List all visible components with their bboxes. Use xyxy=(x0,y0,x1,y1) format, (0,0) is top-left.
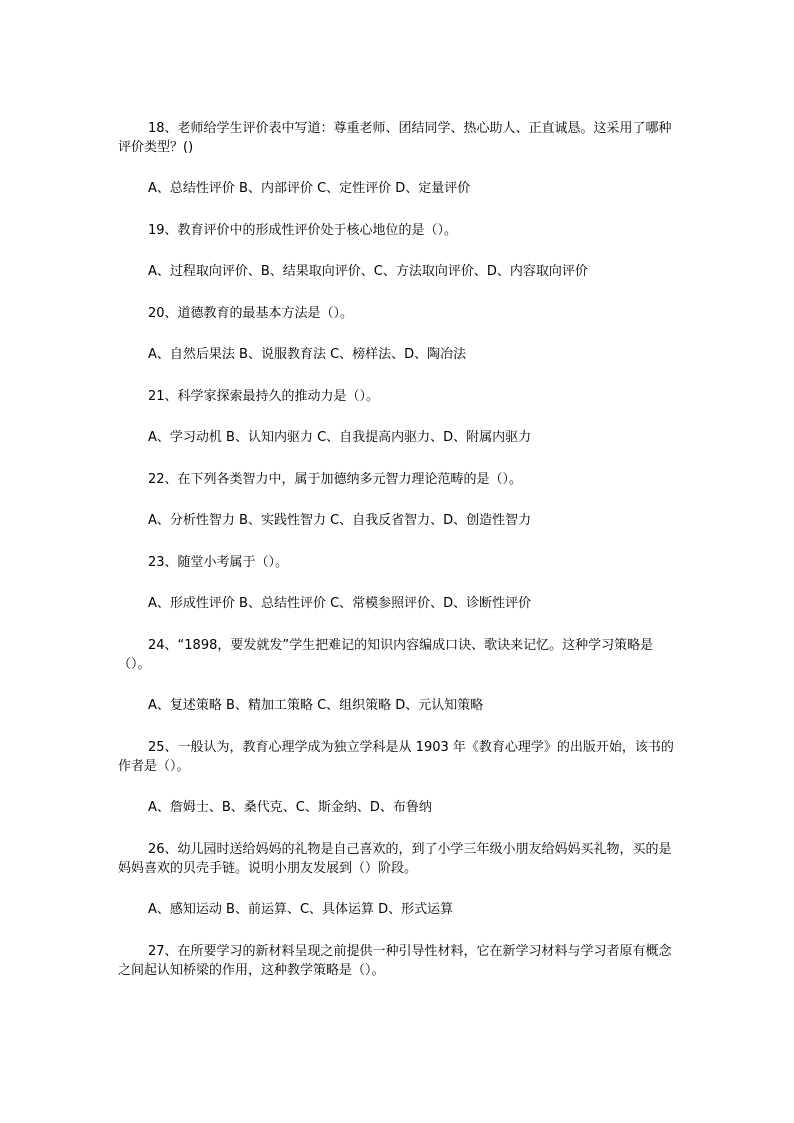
question-options: A、形成性评价 B、总结性评价 C、常模参照评价、D、诊断性评价 xyxy=(148,596,532,611)
question-options: A、感知运动 B、前运算、C、具体运算 D、形式运算 xyxy=(148,902,454,917)
question-text: 26、幼儿园时送给妈妈的礼物是自己喜欢的，到了小学三年级小朋友给妈妈买礼物，买的是妈妈喜欢的贝壳手链。说明小朋友发展到（）阶段。 xyxy=(118,842,672,876)
question-options: A、自然后果法 B、说服教育法 C、榜样法、D、陶冶法 xyxy=(148,347,467,362)
question-options: A、过程取向评价、B、结果取向评价、C、方法取向评价、D、内容取向评价 xyxy=(148,264,588,279)
question-26 xyxy=(118,840,678,919)
document-page xyxy=(118,119,678,980)
question-24 xyxy=(118,636,678,715)
question-text: 18、老师给学生评价表中写道：尊重老师、团结同学、热心助人、正直诚恳。这采用了哪种评价类型？() xyxy=(118,121,672,155)
question-text: 23、随堂小考属于（）。 xyxy=(148,555,289,570)
question-options: A、总结性评价 B、内部评价 C、定性评价 D、定量评价 xyxy=(148,181,471,196)
question-23 xyxy=(118,553,678,613)
question-options: A、分析性智力 B、实践性智力 C、自我反省智力、D、创造性智力 xyxy=(148,513,532,528)
question-19 xyxy=(118,221,678,281)
question-options: A、复述策略 B、精加工策略 C、组织策略 D、元认知策略 xyxy=(148,698,484,713)
question-22 xyxy=(118,470,678,530)
question-text: 20、道德教育的最基本方法是（）。 xyxy=(148,306,354,321)
question-25 xyxy=(118,738,678,817)
question-options: A、学习动机 B、认知内驱力 C、自我提高内驱力、D、附属内驱力 xyxy=(148,430,532,445)
question-text: 27、在所要学习的新材料呈现之前提供一种引导性材料，它在新学习材料与学习者原有概念之间起认知桥梁的作用，这种教学策略是（）。 xyxy=(118,944,672,978)
question-21 xyxy=(118,387,678,447)
question-text: 19、教育评价中的形成性评价处于核心地位的是（）。 xyxy=(148,223,458,238)
question-27 xyxy=(118,942,678,980)
question-18 xyxy=(118,119,678,198)
question-text: 24、“1898，要发就发”学生把难记的知识内容编成口诀、歌诀来记忆。这种学习策略是（）。 xyxy=(118,638,654,672)
question-text: 22、在下列各类智力中，属于加德纳多元智力理论范畴的是（）。 xyxy=(148,472,523,487)
question-text: 21、科学家探索最持久的推动力是（）。 xyxy=(148,389,380,404)
question-text: 25、一般认为，教育心理学成为独立学科是从 1903 年《教育心理学》的出版开始，该书的作者是（）。 xyxy=(118,740,674,774)
question-options: A、詹姆士、B、桑代克、C、斯金纳、D、布鲁纳 xyxy=(148,800,432,815)
question-20 xyxy=(118,304,678,364)
